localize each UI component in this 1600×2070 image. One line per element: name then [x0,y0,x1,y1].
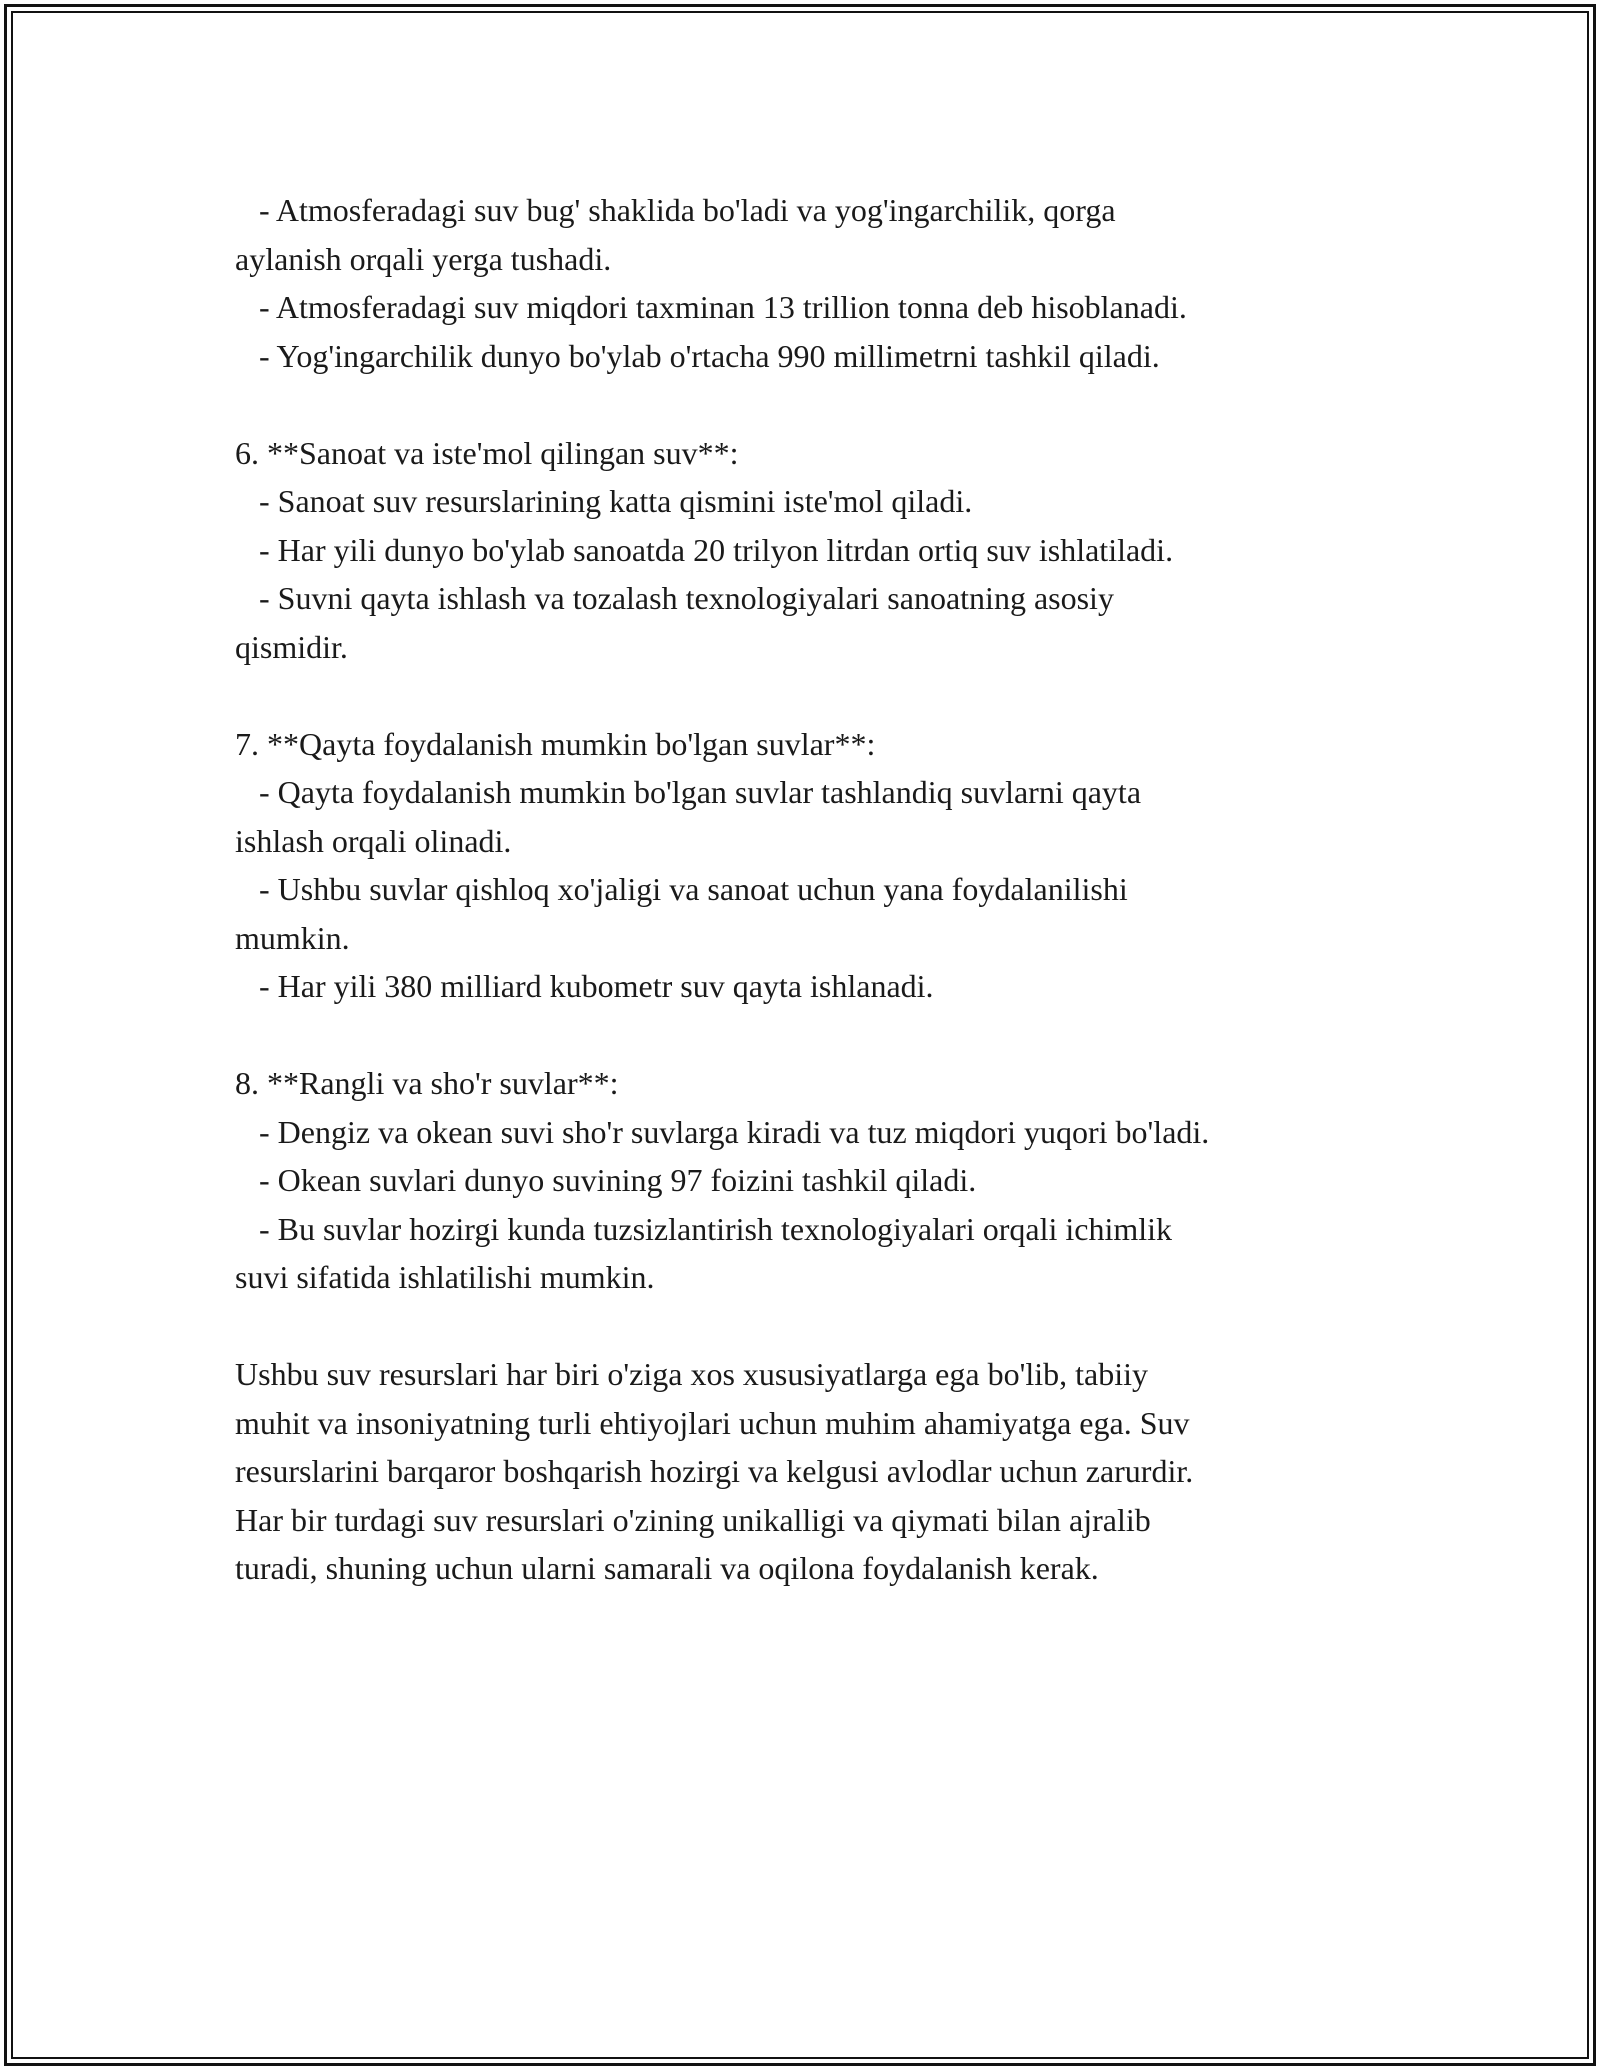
text-line: - Har yili 380 milliard kubometr suv qayta ishlanadi. [235,968,934,1004]
text-line: - Atmosferadagi suv miqdori taxminan 13 trillion tonna deb hisoblanadi. [235,289,1187,325]
text-line: - Har yili dunyo bo'ylab sanoatda 20 trilyon litrdan ortiq suv ishlatiladi. [235,531,1174,568]
text-line: - Atmosferadagi suv bug' shaklida bo'ladi va yog'ingarchilik, qorga [235,192,1116,228]
text-line: - Suvni qayta ishlash va tozalash texnologiyalari sanoatning asosiy [235,580,1114,616]
document-body [235,186,1375,1593]
conclusion-line: turadi, shuning uchun ularni samarali va oqilona foydalanish kerak. [235,1550,1099,1586]
blank-line [235,1011,1375,1060]
conclusion-line: Ushbu suv resurslari har biri o'ziga xos xususiyatlarga ega bo'lib, tabiiy [235,1356,1148,1392]
section-heading: 8. **Rangli va sho'r suvlar**: [235,1065,619,1101]
text-line: aylanish orqali yerga tushadi. [235,240,612,277]
text-line: - Sanoat suv resurslarining katta qismini iste'mol qiladi. [235,483,973,519]
conclusion-line: resurslarini barqaror boshqarish hozirgi va kelgusi avlodlar uchun zarurdir. [235,1453,1194,1489]
text-line: - Yog'ingarchilik dunyo bo'ylab o'rtacha 990 millimetrni tashkil qiladi. [235,337,1160,374]
text-line: - Okean suvlari dunyo suvining 97 foizini tashkil qiladi. [235,1162,977,1198]
text-line: suvi sifatida ishlatilishi mumkin. [235,1259,655,1295]
conclusion-line: muhit va insoniyatning turli ehtiyojlari uchun muhim ahamiyatga ega. Suv [235,1404,1190,1441]
conclusion-line: Har bir turdagi suv resurslari o'zining unikalligi va qiymati bilan ajralib [235,1501,1151,1538]
section-heading: 7. **Qayta foydalanish mumkin bo'lgan suvlar**: [235,725,876,762]
blank-line [235,1302,1375,1351]
section-heading: 6. **Sanoat va iste'mol qilingan suv**: [235,434,739,471]
text-line: - Dengiz va okean suvi sho'r suvlarga kiradi va tuz miqdori yuqori bo'ladi. [235,1113,1210,1150]
text-line: - Qayta foydalanish mumkin bo'lgan suvlar tashlandiq suvlarni qayta [235,774,1142,810]
text-line: - Ushbu suvlar qishloq xo'jaligi va sanoat uchun yana foydalanilishi [235,871,1128,907]
blank-line [235,671,1375,720]
text-line: - Bu suvlar hozirgi kunda tuzsizlantirish texnologiyalari orqali ichimlik [235,1210,1172,1247]
text-line: ishlash orqali olinadi. [235,822,512,859]
text-line: qismidir. [235,628,348,665]
blank-line [235,380,1375,429]
text-line: mumkin. [235,919,350,956]
